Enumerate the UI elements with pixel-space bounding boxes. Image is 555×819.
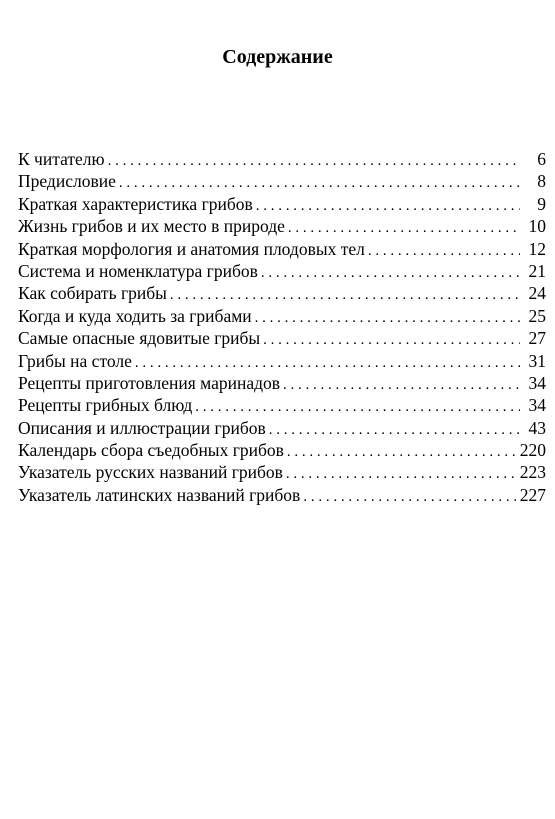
toc-entry: [18, 327, 546, 349]
toc-entry-title: Как собирать грибы: [18, 283, 167, 304]
toc-entry: [18, 215, 546, 237]
toc-entry: [18, 372, 546, 394]
toc-entry-title: Указатель латинских названий грибов: [18, 484, 301, 505]
toc-entry-title: Грибы на столе: [18, 350, 132, 371]
toc-entry-title: Когда и куда ходить за грибами: [18, 305, 252, 326]
toc-entry-title: Описания и иллюстрации грибов: [18, 417, 266, 438]
dot-leader: [368, 240, 520, 262]
toc-entry-title: Рецепты грибных блюд: [18, 395, 193, 416]
toc-entry-title: Краткая морфология и анатомия плодовых тел: [18, 238, 365, 259]
toc-entry-title: Жизнь грибов и их место в природе: [18, 216, 285, 237]
toc-entry-page-number: 43: [528, 417, 546, 438]
toc-entry-title: Календарь сбора съедобных грибов: [18, 440, 284, 461]
dot-leader: [119, 172, 520, 194]
toc-entry-title: Система и номенклатура грибов: [18, 260, 258, 281]
toc-entry-page-number: 8: [537, 171, 546, 192]
toc-entry: [18, 282, 546, 304]
toc-entry: [18, 260, 546, 282]
toc-entry: [18, 193, 546, 215]
dot-leader: [256, 195, 520, 217]
dot-leader: [263, 329, 520, 351]
toc-entry-page-number: 24: [528, 283, 546, 304]
toc-entry-page-number: 34: [528, 372, 546, 393]
toc-entry: [18, 417, 546, 439]
dot-leader: [108, 150, 520, 172]
toc-entry: [18, 439, 546, 461]
toc-entry-page-number: 21: [528, 260, 546, 281]
toc-entry-title: К читателю: [18, 149, 105, 169]
toc-entry-page-number: 31: [528, 350, 546, 371]
dot-leader: [269, 419, 520, 441]
toc-entry-title: Предисловие: [18, 171, 116, 192]
dot-leader: [170, 284, 520, 306]
dot-leader: [261, 262, 520, 284]
toc-entry-page-number: 27: [528, 328, 546, 349]
toc-entry: [18, 484, 546, 506]
dot-leader: [286, 463, 516, 485]
toc-entry-page-number: 220: [519, 440, 546, 461]
toc-entry: [18, 170, 546, 192]
toc-entry-page-number: 227: [519, 484, 546, 505]
table-of-contents: [18, 148, 546, 506]
toc-entry: [18, 394, 546, 416]
dot-leader: [135, 352, 520, 374]
toc-entry-page-number: 12: [528, 238, 546, 259]
dot-leader: [303, 486, 515, 508]
toc-entry-title: Самые опасные ядовитые грибы: [18, 328, 261, 349]
dot-leader: [195, 396, 520, 418]
dot-leader: [287, 441, 516, 463]
dot-leader: [255, 307, 520, 329]
dot-leader: [288, 217, 520, 239]
toc-entry-page-number: 10: [528, 216, 546, 237]
toc-entry: [18, 305, 546, 327]
toc-entry-page-number: 9: [537, 193, 546, 214]
toc-entry-page-number: 25: [528, 305, 546, 326]
toc-entry-page-number: 6: [537, 149, 546, 169]
toc-entry-title: Рецепты приготовления маринадов: [18, 372, 281, 393]
toc-entry-title: Указатель русских названий грибов: [18, 462, 283, 483]
dot-leader: [283, 374, 520, 396]
toc-entry-page-number: 34: [528, 395, 546, 416]
toc-entry: [18, 238, 546, 260]
toc-entry: [18, 350, 546, 372]
page-title: Содержание: [222, 46, 333, 68]
toc-entry-page-number: 223: [519, 462, 546, 483]
toc-entry-title: Краткая характеристика грибов: [18, 193, 253, 214]
toc-entry: [18, 148, 546, 170]
toc-entry: [18, 461, 546, 483]
